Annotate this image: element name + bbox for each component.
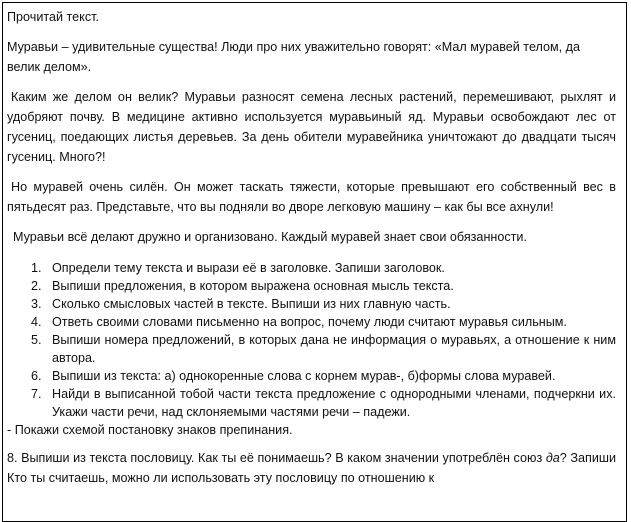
paragraph-3: Но муравей очень силён. Он может таскать тяжести, которые превышают его собственный вес в пятьдесят раз. Представьте, что вы подняли во дворе легковую машину – как бы все ахнули!	[7, 180, 616, 214]
task-item	[7, 295, 616, 313]
task-text: Определи тему текста и вырази её в заголовке. Запиши заголовок.	[52, 261, 445, 275]
task-8-union: да	[545, 451, 560, 465]
task-number: 3.	[31, 297, 42, 311]
task-number: 7.	[31, 387, 42, 401]
task-number: 1.	[31, 261, 42, 275]
task-text: Выпиши предложения, в котором выражена основная мысль текста.	[52, 279, 454, 293]
task-text: Ответь своими словами письменно на вопрос, почему люди считают муравья сильным.	[52, 315, 567, 329]
task-item	[7, 259, 616, 277]
task-text: Найди в выписанной тобой части текста предложение с однородными членами, подчеркни их. Укажи части речи, над склоняемыми частями речи – падежи.	[52, 387, 616, 419]
task-number: 4.	[31, 315, 42, 329]
task-list	[7, 259, 616, 421]
heading: Прочитай текст.	[7, 10, 99, 24]
task-item	[7, 313, 616, 331]
task-number: 2.	[31, 279, 42, 293]
task-8-line2-start: Запиши	[570, 451, 616, 465]
task-8-text-end: ?	[559, 451, 567, 465]
task-text: Выпиши номера предложений, в которых дана не информация о муравьях, а отношение к ним автора.	[52, 333, 616, 365]
task-8-text-start: 8. Выпиши из текста пословицу. Как ты её понимаешь? В каком значении употреблён союз	[7, 451, 546, 465]
paragraph-2: Каким же делом он велик? Муравьи разносят семена лесных растений, перемешивают, рыхлят и удобряют почву. В медицине активно используется муравьиный яд. Муравьи освобождают лес от гусениц, поедающих листья деревьев. За день обители муравейника уничтожают до двадцати тысяч гусениц. Много?!	[7, 90, 616, 164]
task-item	[7, 367, 616, 385]
task-text: Выпиши из текста: а) однокоренные слова с корнем мурав-, б)формы слова муравей.	[52, 369, 556, 383]
task-item	[7, 277, 616, 295]
task-8	[7, 448, 616, 488]
task-item	[7, 385, 616, 421]
paragraph-1: Муравьи – удивительные существа! Люди про них уважительно говорят: «Мал муравей телом, да велик делом».	[7, 40, 581, 74]
task-number: 6.	[31, 369, 42, 383]
task-text: Сколько смысловых частей в тексте. Выпиши из них главную часть.	[52, 297, 451, 311]
document-body	[7, 7, 616, 488]
paragraph-4: Муравьи всё делают дружно и организовано. Каждый муравей знает свои обязанности.	[13, 230, 527, 244]
scheme-note: - Покажи схемой постановку знаков препинания.	[7, 423, 293, 437]
task-8-line2-rest: Кто ты считаешь, можно ли использовать эту пословицу по отношению к	[7, 471, 435, 485]
task-item	[7, 331, 616, 367]
task-number: 5.	[31, 333, 42, 347]
